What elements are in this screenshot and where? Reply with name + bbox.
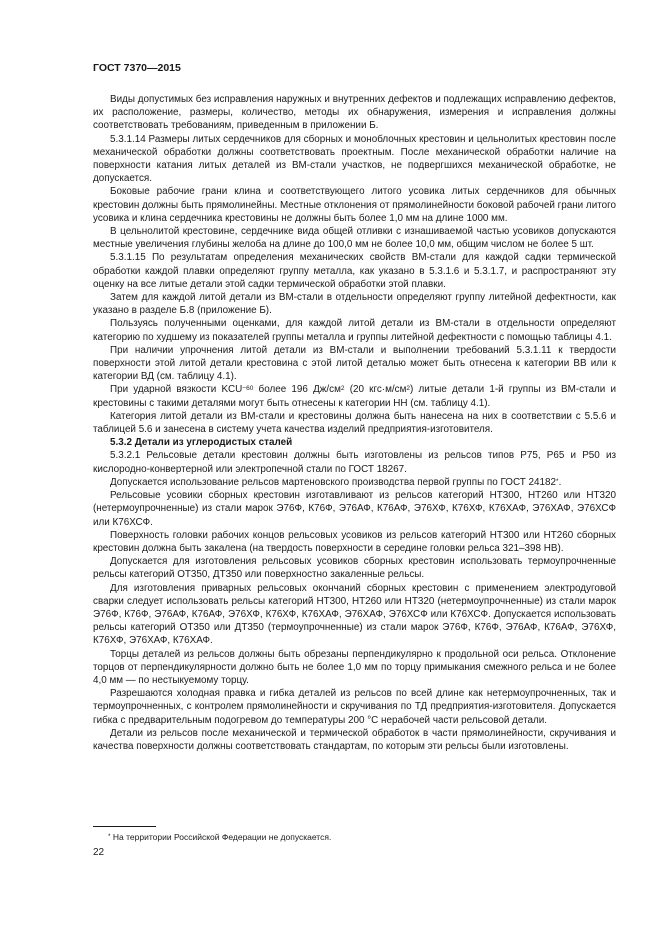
paragraph: Затем для каждой литой детали из ВМ-стали в отдельности определяют группу литейной дефектности, как указано в разделе Б.8 (приложение Б). — [93, 292, 616, 317]
paragraph: При наличии упрочнения литой детали из ВМ-стали и выполнении требований 5.3.1.11 к твердости поверхности этой литой детали крестовина с этой литой деталью может быть отнесена к категории ВВ или к категории ВД (см. таблицу 4.1). — [93, 344, 616, 383]
superscript: 2 — [340, 385, 345, 393]
footnote — [108, 832, 331, 843]
paragraph: Детали из рельсов после механической и термической обработок в части прямолинейности, скручивания и качества поверхности должны соответствовать стандартам, по которым эти рельсы были изготовлены. — [93, 727, 616, 752]
page-number: 22 — [93, 847, 105, 858]
paragraph: Разрешаются холодная правка и гибка деталей из рельсов по всей длине как нетермоупрочненных, так и термоупрочненных, с контролем прямолинейности и скручивания по ТД предприятия-изготовителя. Допускается гибка с предварительным подогревом до температуры 200 °С нерабочей части рельсовой детали. — [93, 688, 616, 726]
footnote-mark: * — [108, 832, 111, 840]
paragraph: Пользуясь полученными оценками, для каждой литой детали из ВМ-стали в отдельности определяют категорию по худшему из показателей группы металла и группы литейной дефектности с помощью таблицы 4.1. — [93, 318, 616, 343]
superscript: −60 — [242, 385, 254, 393]
footnote-text: На территории Российской Федерации не допускается. — [110, 832, 332, 842]
paragraph — [93, 383, 616, 409]
text-run: . — [558, 476, 562, 488]
paragraph: Допускается для изготовления рельсовых усовиков сборных крестовин использовать термоупрочненные рельсы категорий ОТ350, ДТ350 или поверхностно закаленные рельсы. — [93, 556, 616, 581]
paragraph: Торцы деталей из рельсов должны быть обрезаны перпендикулярно к продольной оси рельса. Отклонение торцов от перпендикулярности должно быть не более 1,0 мм по торцу примыкания смежного рельса и не более 4,0 мм — по нестыкуемому торцу. — [93, 648, 616, 686]
text-run: Допускается использование рельсов мартеновского производства первой группы по ГОСТ 24182 — [110, 476, 557, 488]
paragraph: Категория литой детали из ВМ-стали и крестовины должна быть нанесена на них в соответствии с 5.5.6 и таблицей 5.6 и занесена в систему учета качества изделий предприятия-изготовителя. — [93, 410, 616, 436]
paragraph: Для изготовления приварных рельсовых окончаний сборных крестовин с применением электродуговой сварки следует использовать рельсы категорий НТ300, НТ260 или НТ320 (нетермоупрочненные) из стали марок Э76Ф, К76Ф, Э76АФ, К76АФ, Э76ХФ, К76ХФ, К76ХАФ, Э76ХАФ, Э76ХСФ или К76ХСФ. Допускается использовать рельсы категорий ОТ350 или ДТ350 (термоупрочненные) из стали марок Э76Ф, К76Ф, Э76АФ, К76АФ, Э76ХФ, К76ХФ, Э76ХАФ, К76ХАФ. — [93, 582, 616, 647]
paragraph: Боковые рабочие грани клина и соответствующего литого усовика литых сердечников для обычных крестовин должны быть прямолинейны. Местные отклонения от прямолинейности боковой рабочей грани литого усовика и клина сердечника крестовины не должны быть более 1,0 мм на длине 1000 мм. — [93, 186, 616, 224]
paragraph: Поверхность головки рабочих концов рельсовых усовиков из рельсов категорий НТ300 или НТ260 сборных крестовин должна быть закалена (на твердость поверхности в середине головки рельса 321–398 НВ). — [93, 529, 616, 554]
superscript: 2 — [406, 385, 410, 393]
paragraph: Виды допустимых без исправления наружных и внутренних дефектов и подлежащих исправлению дефектов, их расположение, размеры, количество, методы их обнаружения, измерения и исправления должны соответствовать требованиям, приведенным в приложении Б. — [93, 94, 616, 132]
paragraph: В цельнолитой крестовине, сердечнике вида общей отливки с изнашиваемой частью усовиков допускаются местные увеличения глубины желоба на длине до 100,0 мм не более 10,0 мм, общим числом не более 5 шт. — [93, 226, 616, 251]
footnote-separator — [93, 826, 156, 827]
text-run: более 196 Дж/см — [253, 384, 341, 396]
paragraph: Рельсовые усовики сборных крестовин изготавливают из рельсов категорий НТ300, НТ260 или НТ320 (нетермоупрочненные) из стали марок Э76Ф, К76Ф, Э76АФ, К76АФ, Э76ХФ, К76ХФ, К76ХАФ, Э76ХАФ, Э76ХСФ или К76ХСФ. — [93, 490, 616, 528]
superscript: * — [556, 477, 559, 485]
text-run: (20 кгс·м/см — [344, 384, 407, 396]
text-run: ) литые детали 1-й группы из ВМ-стали и крестовины с такими деталями могут быть отнесены к категории НН (см. таблицу 4.1). — [93, 384, 616, 409]
section-heading: 5.3.2 Детали из углеродистых сталей — [110, 437, 293, 449]
paragraph — [93, 476, 616, 489]
paragraph: 5.3.1.14 Размеры литых сердечников для сборных и моноблочных крестовин и цельнолитых крестовин после механической обработки должны соответствовать проектным. После механической обработки наличие на поверхности катания литых деталей из ВМ-стали участков, не подвергшихся механической обработке, не допускается. — [93, 133, 616, 185]
text-run: При ударной вязкости KCU — [110, 384, 243, 396]
paragraph: 5.3.2.1 Рельсовые детали крестовин должны быть изготовлены из рельсов типов Р75, Р65 и Р50 из кислородно-конвертерной или электропечной стали по ГОСТ 18267. — [93, 450, 616, 475]
document-body — [93, 93, 616, 753]
paragraph: 5.3.1.15 По результатам определения механических свойств ВМ-стали для каждой садки термической обработки каждой плавки определяют группу металла, как указано в 5.3.1.6 и 5.3.1.7, и распространяют эту оценку на все литые детали этой садки термической обработки этой плавки. — [93, 252, 616, 290]
document-header: ГОСТ 7370—2015 — [93, 62, 181, 74]
